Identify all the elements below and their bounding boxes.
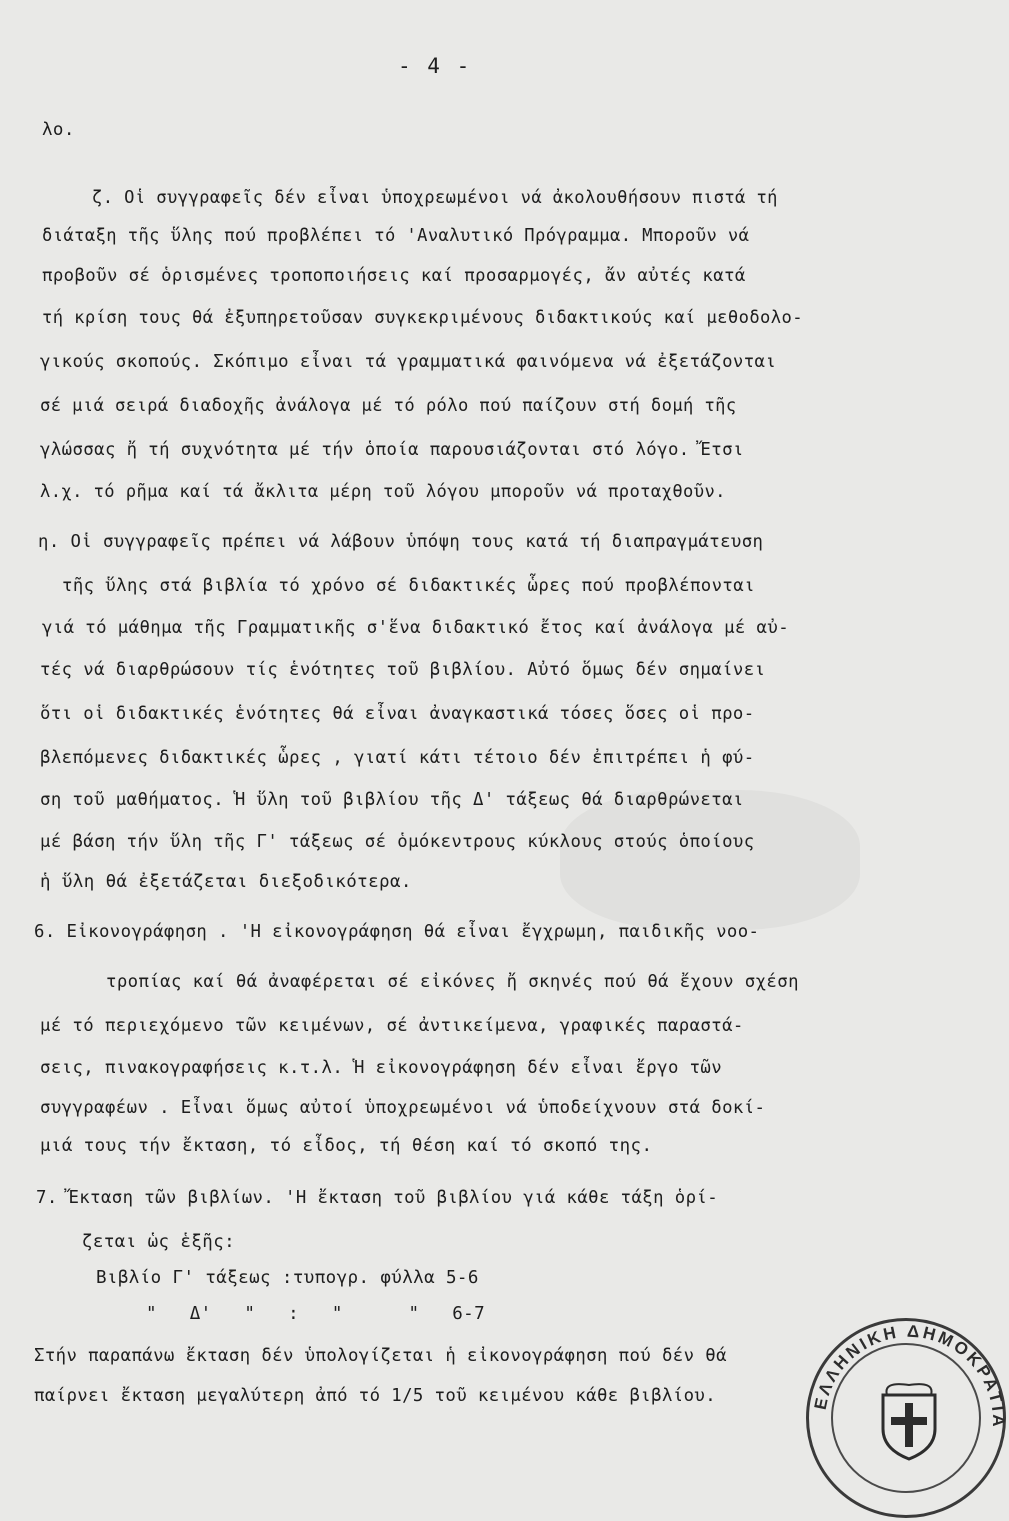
text-line: ζεται ὡς ἑξῆς: bbox=[82, 1232, 236, 1252]
text-line: παίρνει ἔκταση μεγαλύτερη ἀπό τό 1/5 τοῦ κειμένου κάθε βιβλίου. bbox=[34, 1386, 717, 1406]
section-heading-book-length: 7. Ἔκταση τῶν βιβλίων. 'Η ἔκταση τοῦ βιβλίου γιά κάθε τάξη ὁρί- bbox=[36, 1188, 719, 1208]
text-line: συγγραφέων . Εἶναι ὅμως αὐτοί ὑποχρεωμένοι νά ὑποδείχνουν στά δοκί- bbox=[40, 1098, 766, 1118]
text-line: λ.χ. τό ρῆμα καί τά ἄκλιτα μέρη τοῦ λόγου μποροῦν νά προταχθοῦν. bbox=[40, 482, 726, 502]
text-line: ἡ ὕλη θά ἐξετάζεται διεξοδικότερα. bbox=[40, 872, 412, 892]
text-line: σεις, πινακογραφήσεις κ.τ.λ. Ἡ εἰκονογράφηση δέν εἶναι ἔργο τῶν bbox=[40, 1058, 723, 1078]
text-line: ὅτι οἱ διδακτικές ἑνότητες θά εἶναι ἀναγκαστικά τόσες ὅσες οἱ προ- bbox=[40, 704, 755, 724]
stamp-text: ΕΛΛΗΝΙΚΗ ΔΗΜΟΚΡΑΤΙΑ bbox=[810, 1321, 1009, 1430]
text-line: Στήν παραπάνω ἔκταση δέν ὑπολογίζεται ἡ εἰκονογράφηση πού δέν θά bbox=[34, 1346, 727, 1366]
text-line: γικούς σκοπούς. Σκόπιμο εἶναι τά γραμματικά φαινόμενα νά ἐξετάζονται bbox=[40, 352, 777, 372]
section-heading-illustration: 6. Εἰκονογράφηση . 'Η εἰκονογράφηση θά εἶναι ἔγχρωμη, παιδικῆς νοο- bbox=[34, 922, 760, 942]
text-line: τῆς ὕλης στά βιβλία τό χρόνο σέ διδακτικές ὧρες πού προβλέπονται bbox=[62, 576, 755, 596]
page-number: - 4 - bbox=[398, 54, 472, 78]
text-line: τροπίας καί θά ἀναφέρεται σέ εἰκόνες ἤ σκηνές πού θά ἔχουν σχέση bbox=[106, 972, 799, 992]
official-stamp bbox=[806, 1318, 1009, 1518]
text-line: μιά τους τήν ἔκταση, τό εἶδος, τή θέση καί τό σκοπό της. bbox=[40, 1136, 653, 1156]
text-line: προβοῦν σέ ὁρισμένες τροποποιήσεις καί προσαρμογές, ἄν αὐτές κατά bbox=[42, 266, 746, 286]
text-line: γιά τό μάθημα τῆς Γραμματικῆς σ'ἕνα διδακτικό ἔτος καί ἀνάλογα μέ αὐ- bbox=[42, 618, 790, 638]
text-line: βλεπόμενες διδακτικές ὧρες , γιατί κάτι τέτοιο δέν ἐπιτρέπει ἡ φύ- bbox=[40, 748, 755, 768]
text-line: ζ. Οἱ συγγραφεῖς δέν εἶναι ὑποχρεωμένοι νά ἀκολουθήσουν πιστά τή bbox=[92, 188, 778, 208]
paper-smudge bbox=[560, 790, 860, 930]
text-line: τές νά διαρθρώσουν τίς ἑνότητες τοῦ βιβλίου. Αὐτό ὅμως δέν σημαίνει bbox=[40, 660, 766, 680]
book-length-row: " Δ' " : " " 6-7 bbox=[146, 1304, 486, 1324]
text-line: η. Οἱ συγγραφεῖς πρέπει νά λάβουν ὑπόψη τους κατά τή διαπραγμάτευση bbox=[38, 532, 764, 552]
book-length-row: Βιβλίο Γ' τάξεως :τυπογρ. φύλλα 5-6 bbox=[96, 1268, 479, 1288]
coat-of-arms-icon bbox=[883, 1384, 935, 1459]
text-line: ση τοῦ μαθήματος. Ἡ ὕλη τοῦ βιβλίου τῆς Δ' τάξεως θά διαρθρώνεται bbox=[40, 790, 744, 810]
text-line: σέ μιά σειρά διαδοχῆς ἀνάλογα μέ τό ρόλο πού παίζουν στή δομή τῆς bbox=[40, 396, 737, 416]
text-line: μέ τό περιεχόμενο τῶν κειμένων, σέ ἀντικείμενα, γραφικές παραστά- bbox=[40, 1016, 744, 1036]
text-line: λο. bbox=[42, 120, 75, 140]
text-line: μέ βάση τήν ὕλη τῆς Γ' τάξεως σέ ὁμόκεντρους κύκλους στούς ὁποίους bbox=[40, 832, 755, 852]
text-line: τή κρίση τους θά ἐξυπηρετοῦσαν συγκεκριμένους διδακτικούς καί μεθοδολο- bbox=[42, 308, 803, 328]
text-line: γλώσσας ἤ τή συχνότητα μέ τήν ὁποία παρουσιάζονται στό λόγο. Ἔτσι bbox=[40, 440, 744, 460]
text-line: διάταξη τῆς ὕλης πού προβλέπει τό 'Αναλυτικό Πρόγραμμα. Μποροῦν νά bbox=[42, 226, 750, 246]
